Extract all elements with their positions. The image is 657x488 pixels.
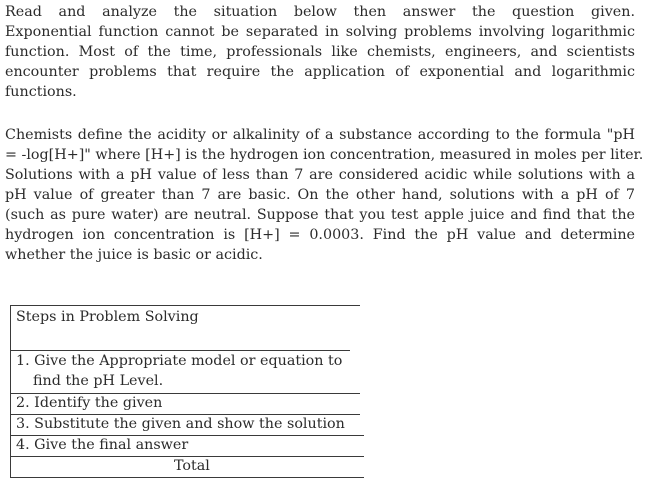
situation-line: = -log[H+]" where [H+] is the hydrogen ion concentration, measured in moles per liter.: [5, 147, 644, 163]
table-border-top: [10, 305, 360, 306]
table-divider: [10, 350, 350, 351]
step-1-line-2: find the pH Level.: [33, 373, 164, 389]
step-3: 3. Substitute the given and show the solution: [16, 416, 345, 432]
intro-line: encounter problems that require the application of exponential and logarithmic: [5, 64, 635, 80]
intro-line: functions.: [5, 84, 77, 100]
intro-line: Read and analyze the situation below then answer the question given.: [5, 4, 635, 20]
intro-line: Exponential function cannot be separated in solving problems involving logarithmic: [5, 24, 635, 40]
table-border-bottom: [10, 477, 364, 478]
intro-paragraph: [5, 2, 635, 102]
table-header: Steps in Problem Solving: [16, 309, 199, 325]
situation-line: (such as pure water) are neutral. Suppose that you test apple juice and find that the: [5, 207, 635, 223]
total-label: Total: [174, 458, 210, 474]
intro-line: function. Most of the time, professionals like chemists, engineers, and scientists: [5, 44, 635, 60]
table-border-left: [10, 305, 11, 477]
situation-line: hydrogen ion concentration is [H+] = 0.0003. Find the pH value and determine: [5, 227, 635, 243]
situation-line: whether the juice is basic or acidic.: [5, 247, 263, 263]
situation-line: Chemists define the acidity or alkalinity of a substance according to the formula "pH: [5, 127, 635, 143]
situation-line: pH value of greater than 7 are basic. On the other hand, solutions with a pH of 7: [5, 187, 635, 203]
step-4: 4. Give the final answer: [16, 437, 189, 453]
situation-line: Solutions with a pH value of less than 7 are considered acidic while solutions with a: [5, 167, 635, 183]
steps-table: [4, 305, 364, 481]
step-2: 2. Identify the given: [16, 395, 163, 411]
step-1-line-1: 1. Give the Appropriate model or equation to: [16, 353, 343, 369]
situation-paragraph: [5, 125, 644, 265]
